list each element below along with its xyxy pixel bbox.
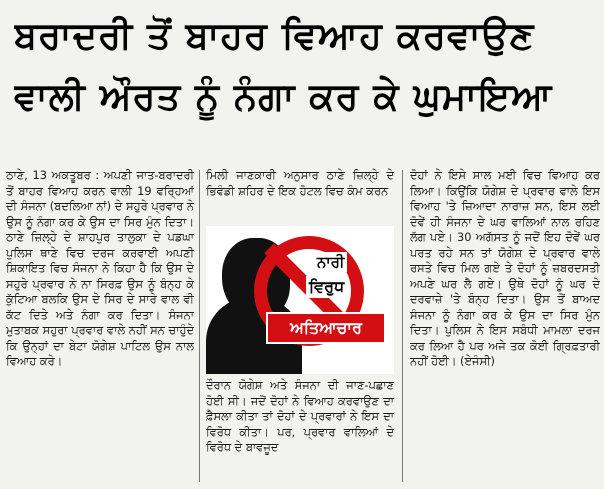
column-divider-2 [402,170,403,482]
graphic-label-line-2: ਵਿਰੁਧ [306,276,347,298]
column-2-top-text: ਮਿਲੀ ਜਾਣਕਾਰੀ ਅਨੁਸਾਰ ਠਾਣੇ ਜ਼ਿਲ੍ਹੇ ਦੇ ਭਿਵੰਡੀ ਸ਼ਹਿਰ ਦੇ ਇਕ ਹੋਟਲ ਵਿਚ ਕੰਮ ਕਰਨ [206,168,394,198]
article-column-2-bottom [206,378,394,486]
column-divider-1 [199,170,200,482]
headline-line-1: ਬਰਾਦਰੀ ਤੋਂ ਬਾਹਰ ਵਿਆਹ ਕਰਵਾਉਣ [14,14,535,57]
headline-line-2: ਵਾਲੀ ਔਰਤ ਨੂੰ ਨੰਗਾ ਕਰ ਕੇ ਘੁਮਾਇਆ [14,75,553,118]
column-1-text: ਠਾਣੇ, 13 ਅਕਤੂਬਰ : ਅਪਣੀ ਜਾਤ-ਬਰਾਦਰੀ ਤੋਂ ਬਾਹਰ ਵਿਆਹ ਕਰਨ ਵਾਲੀ 19 ਵਰ੍ਹਿਆਂ ਦੀ ਸੰਜਨਾ (ਬਦਲਿਆ ਨਾਂ) ਦੇ ਸਹੁਰੇ ਪ੍ਰਵਾਰ ਨੇ ਉਸ ਨੂੰ ਨੰਗਾ ਕਰ ਕੇ ਉਸ ਦਾ ਸਿਰ ਮੁੰਨ ਦਿਤਾ। ਠਾਣੇ ਜ਼ਿਲ੍ਹੇ ਦੇ ਸ਼ਾਹਪੁਰ ਤਾਲੁਕਾ ਦੇ ਪਡਘਾ ਪੁਲਿਸ ਥਾਣੇ ਵਿਚ ਦਰਜ ਕਰਵਾਈ ਅਪਣੀ ਸ਼ਿਕਾਇਤ ਵਿਚ ਸੰਜਨਾ ਨੇ ਕਿਹਾ ਹੈ ਕਿ ਉਸ ਦੇ ਸਹੁਰੇ ਪ੍ਰਵਾਰ ਨੇ ਨਾ ਸਿਰਫ਼ ਉਸ ਨੂੰ ਬੰਨ੍ਹ ਕੇ ਕੁੱਟਿਆ ਬਲਕਿ ਉਸ ਦੇ ਸਿਰ ਦੇ ਸਾਰੇ ਵਾਲ ਵੀ ਕੱਟ ਦਿਤੇ ਅਤੇ ਨੰਗਾ ਕਰ ਦਿਤਾ। ਸੰਜਨਾ ਮੁਤਾਬਕ ਸਹੁਰਾ ਪ੍ਰਵਾਰ ਵਾਲੇ ਨਹੀਂ ਸਨ ਚਾਹੁੰਦੇ ਕਿ ਉਨ੍ਹਾਂ ਦਾ ਬੇਟਾ ਯੋਗੇਸ਼ ਪਾਟਿਲ ਉਸ ਨਾਲ ਵਿਆਹ ਕਰੇ। [6,168,194,368]
article-column-1 [6,168,194,486]
column-2-bottom-text: ਦੌਰਾਨ ਯੋਗੇਸ਼ ਅਤੇ ਸੰਜਨਾ ਦੀ ਜਾਣ-ਪਛਾਣ ਹੋਈ ਸੀ। ਜਦੋਂ ਦੋਹਾਂ ਨੇ ਵਿਆਹ ਕਰਵਾਉਣ ਦਾ ਫ਼ੈਸਲਾ ਕੀਤਾ ਤਾਂ ਦੋਹਾਂ ਦੇ ਪ੍ਰਵਾਰਾਂ ਨੇ ਇਸ ਦਾ ਵਿਰੋਧ ਕੀਤਾ। ਪਰ, ਪ੍ਰਵਾਰ ਵਾਲਿਆਂ ਦੇ ਵਿਰੋਧ ਦੇ ਬਾਵਜੂਦ [206,378,394,454]
column-3-text: ਦੋਹਾਂ ਨੇ ਇਸੇ ਸਾਲ ਮਈ ਵਿਚ ਵਿਆਹ ਕਰ ਲਿਆ। ਕਿਉਂਕਿ ਯੋਗੇਸ਼ ਦੇ ਪ੍ਰਵਾਰ ਵਾਲੇ ਇਸ ਵਿਆਹ 'ਤੇ ਜ਼ਿਆਦਾ ਨਾਰਾਜ਼ ਸਨ, ਇਸ ਲਈ ਦੋਵੇਂ ਹੀ ਸੰਜਨਾ ਦੇ ਘਰ ਵਾਲਿਆਂ ਨਾਲ ਰਹਿਣ ਲੱਗ ਪਏ। 30 ਅਗੱਸਤ ਨੂੰ ਜਦੋਂ ਇਹ ਦੋਵੇਂ ਘਰ ਪਰਤ ਰਹੇ ਸਨ ਤਾਂ ਯੋਗੇਸ਼ ਦੇ ਪ੍ਰਵਾਰ ਵਾਲੇ ਰਸਤੇ ਵਿਚ ਮਿਲ ਗਏ ਤੇ ਦੋਹਾਂ ਨੂੰ ਜ਼ਬਰਦਸਤੀ ਅਪਣੇ ਘਰ ਲੈ ਗਏ। ਉਥੇ ਦੋਹਾਂ ਨੂੰ ਘਰ ਦੇ ਦਰਵਾਜ਼ੇ 'ਤੇ ਬੰਨ੍ਹ ਦਿਤਾ। ਉਸ ਤੋਂ ਬਾਅਦ ਸੰਜਨਾ ਨੂੰ ਨੰਗਾ ਕਰ ਕੇ ਉਸ ਦਾ ਸਿਰ ਮੁੰਨ ਦਿਤਾ। ਪੁਲਿਸ ਨੇ ਇਸ ਸਬੰਧੀ ਮਾਮਲਾ ਦਰਜ ਕਰ ਲਿਆ ਹੈ ਪਰ ਅਜੇ ਤਕ ਕੋਈ ਗ੍ਰਿਫ਼ਤਾਰੀ ਨਹੀਂ ਹੋਈ। (ਏਜੰਸੀ) [410,168,600,368]
graphic-label-line-1: ਨਾਰੀ [314,252,347,272]
violence-against-women-graphic [206,226,394,374]
graphic-label-line-3: ਅਤਿਆਚਾਰ [266,312,386,344]
article-column-3 [410,168,600,486]
